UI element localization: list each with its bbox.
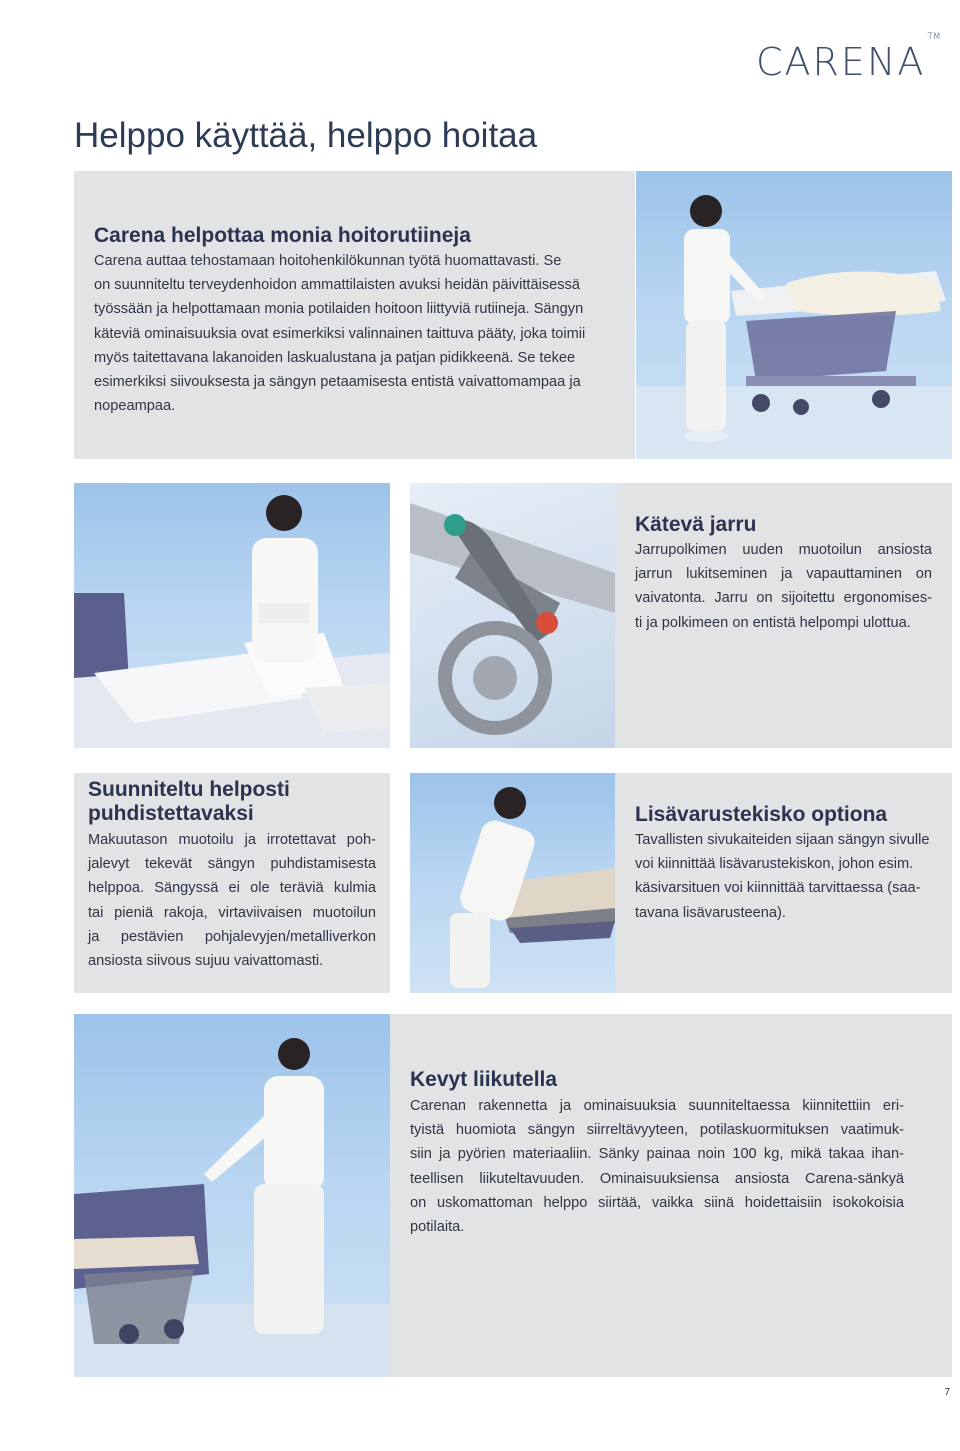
heading-line: puhdistettavaksi — [88, 802, 254, 825]
section-cleaning-text — [88, 828, 376, 973]
photo-nurse-making-bed — [636, 171, 952, 459]
text-line: Carenan rakennetta ja ominaisuuksia suunniteltaessa kiinnitettiin eri- — [410, 1098, 904, 1114]
text-line: tyistä huomiota sängyn siirreltävyyteen, potilaskuormituksen vaatimuk- — [410, 1122, 904, 1139]
text-line: vaivatonta. Jarru on sijoitettu ergonomises- — [635, 590, 932, 607]
text-line: teellisen liikuteltavuuden. Ominaisuuksiensa ansiosta Carena-sänkyä — [410, 1170, 904, 1187]
section-rail-heading: Lisävarustekisko optiona — [635, 803, 888, 826]
text-line: ansiosta siivous sujuu vaivattomasti. — [88, 953, 324, 970]
text-line: myös taitettavana lakanoiden laskualustana ja patjan pidikkeenä. Se tekee — [94, 349, 576, 366]
text-line: Tavallisten sivukaiteiden sijaan sängyn sivulle — [635, 832, 930, 848]
page-title: Helppo käyttää, helppo hoitaa — [74, 116, 538, 155]
section-mobility-text — [410, 1094, 904, 1239]
text-line: Jarrupolkimen uuden muotoilun ansiosta — [635, 542, 932, 558]
text-line: siin ja pyörien materiaaliin. Sänky painaa noin 100 kg, mikä takaa ihan- — [410, 1146, 904, 1163]
section-brake-heading: Kätevä jarru — [635, 513, 757, 536]
text-line: ja pestävien pohjalevyjen/metalliverkon — [88, 928, 376, 945]
text-line: tai pieniä rakoja, virtaviivaisen muotoilun — [88, 904, 376, 921]
section-routines-text — [94, 249, 624, 418]
text-line: on uskomattoman helppo siirtää, vaikka siinä hoidettaisiin isokokoisia — [410, 1194, 904, 1211]
text-line: käteviä ominaisuuksia ovat esimerkiksi valinnainen taittuva pääty, joka toimii — [94, 325, 586, 342]
text-line: Carena auttaa tehostamaan hoitohenkilökunnan työtä huomattavasti. Se — [94, 253, 562, 269]
brand-name: CARENA — [756, 40, 926, 84]
text-line: esimerkiksi siivouksesta ja sängyn petaamisesta entistä vaivattomampaa ja — [94, 374, 581, 391]
text-line: on suunniteltu terveydenhoidon ammattilaisten avuksi heidän päivittäisessä — [94, 277, 580, 294]
section-cleaning-heading — [88, 778, 290, 826]
heading-line: Suunniteltu helposti — [88, 778, 290, 801]
text-line: jalevyt tekevät sängyn puhdistamisesta — [88, 856, 376, 873]
text-line: tavana lisävarusteena). — [635, 904, 786, 921]
section-brake-text — [635, 538, 932, 635]
photo-folding-footboard — [74, 483, 390, 748]
trademark: TM — [927, 32, 941, 43]
section-mobility-heading: Kevyt liikutella — [410, 1068, 558, 1091]
text-line: helppoa. Sängyssä ei ole teräviä kulmia — [88, 880, 376, 897]
section-rail-text — [635, 828, 940, 925]
brand-logo — [756, 32, 941, 84]
text-line: ti ja polkimeen on entistä helpompi ulottua. — [635, 614, 911, 631]
photo-nurse-moving-bed — [74, 1014, 390, 1377]
page-number: 7 — [944, 1387, 950, 1398]
text-line: nopeampaa. — [94, 398, 176, 415]
section-routines-heading: Carena helpottaa monia hoitorutiineja — [94, 224, 471, 247]
text-line: voi kiinnittää lisävarustekiskon, johon esim. — [635, 856, 914, 873]
text-line: työssään ja helpottamaan monia potilaiden hoitoon liittyviä rutiineja. Sängyn — [94, 301, 584, 318]
text-line: käsivarsituen voi kiinnittää tarvittaessa (saa- — [635, 880, 921, 897]
text-line: jarrun lukitseminen ja vapauttaminen on — [635, 566, 932, 583]
text-line: Makuutason muotoilu ja irrotettavat poh- — [88, 832, 376, 848]
photo-brake-pedal — [410, 483, 615, 748]
text-line: potilaita. — [410, 1219, 465, 1236]
photo-accessory-rail — [410, 773, 615, 993]
